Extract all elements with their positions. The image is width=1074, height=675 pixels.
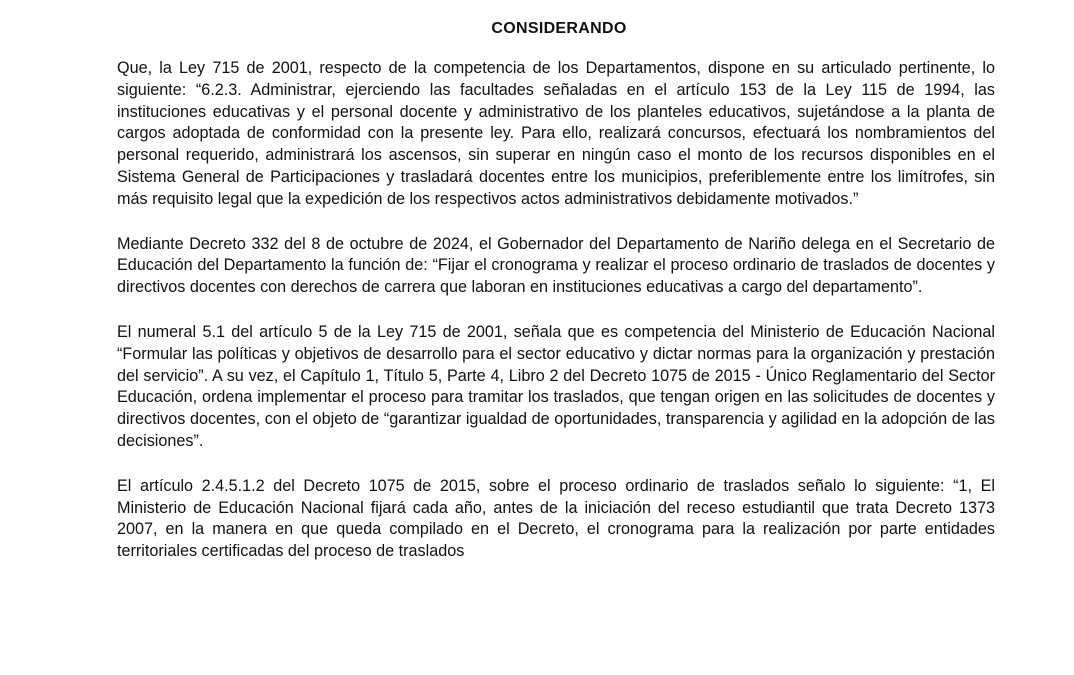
document-heading: CONSIDERANDO [491,20,627,37]
paragraph-numeral-5-1: El numeral 5.1 del artículo 5 de la Ley 715 de 2001, señala que es competencia del Ministerio de Educación Nacional “Formular las políticas y objetivos de desarrollo para el sector educativo y dictar normas para la organización y prestación del servicio”. A su vez, el Capítulo 1, Título 5, Parte 4, Libro 2 del Decreto 1075 de 2015 - Único Reglamentario del Sector Educación, ordena implementar el proceso para tramitar los traslados, que tengan origen en las solicitudes de docentes y directivos docentes, con el objeto de “garantizar igualdad de oportunidades, transparencia y agilidad en la adopción de las decisiones”. [117,322,995,450]
document-page [117,20,995,586]
paragraph-articulo-2-4-5-1-2: El artículo 2.4.5.1.2 del Decreto 1075 de 2015, sobre el proceso ordinario de traslados señalo lo siguiente: “1, El Ministerio de Educación Nacional fijará cada año, antes de la iniciación del receso estudiantil que trata Decreto 1373 2007, en la manera en que queda compilado en el Decreto, el cronograma para la realización por parte entidades territoriales certificadas del proceso de traslados [117,476,995,561]
paragraph-ley-715: Que, la Ley 715 de 2001, respecto de la competencia de los Departamentos, dispone en su articulado pertinente, lo siguiente: “6.2.3. Administrar, ejerciendo las facultades señaladas en el artículo 153 de la Ley 115 de 1994, las instituciones educativas y el personal docente y administrativo de los planteles educativos, sujetándose a la planta de cargos adoptada de conformidad con la presente ley. Para ello, realizará concursos, efectuará los nombramientos del personal requerido, administrará los ascensos, sin superar en ningún caso el monto de los recursos disponibles en el Sistema General de Participaciones y trasladará docentes entre los municipios, preferiblemente entre los limítrofes, sin más requisito legal que la expedición de los respectivos actos administrativos debidamente motivados.” [117,59,995,208]
paragraph-decreto-332: Mediante Decreto 332 del 8 de octubre de 2024, el Gobernador del Departamento de Nariño delega en el Secretario de Educación del Departamento la función de: “Fijar el cronograma y realizar el proceso ordinario de traslados de docentes y directivos docentes con derechos de carrera que laboran en instituciones educativas a cargo del departamento”. [117,234,995,297]
